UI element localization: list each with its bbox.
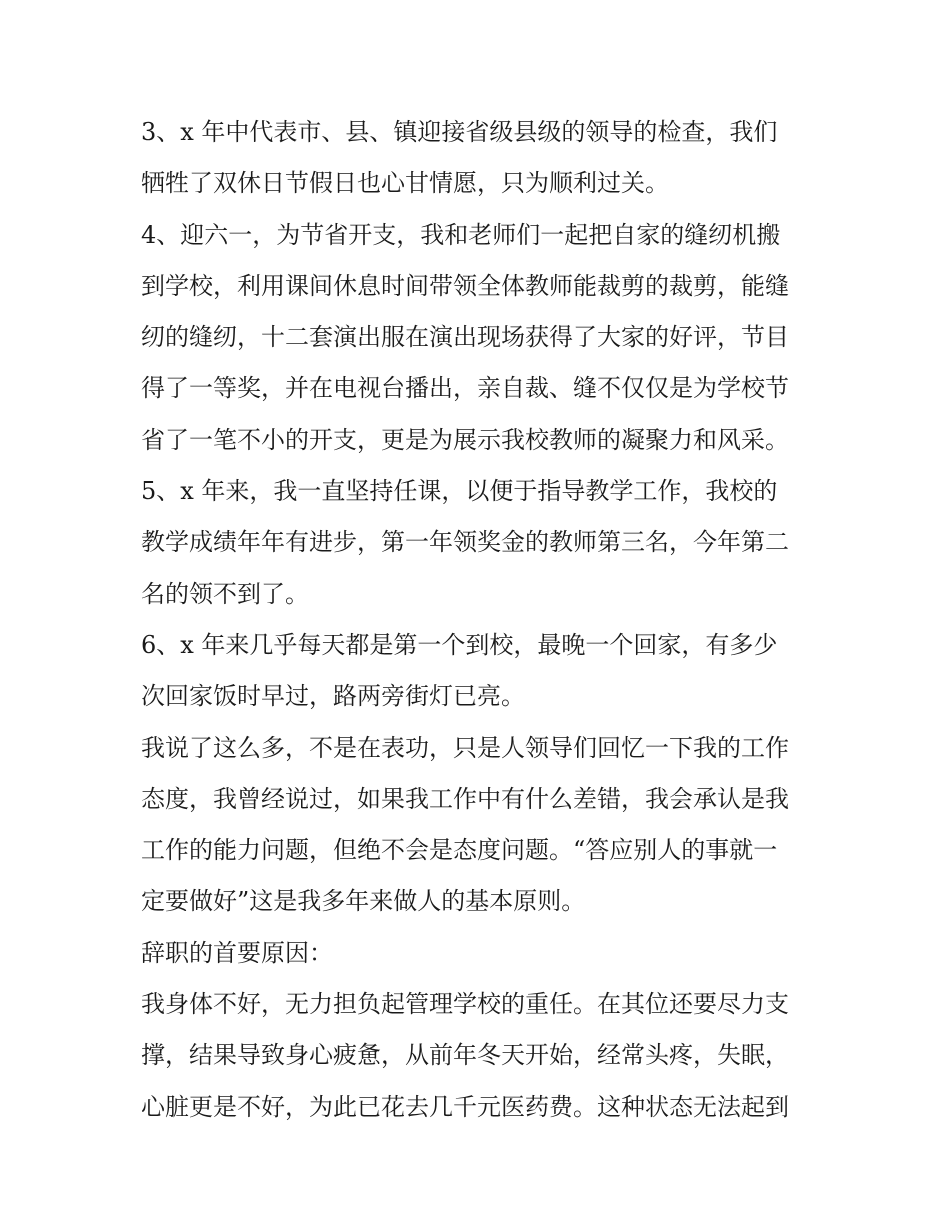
text-line: 到学校，利用课间休息时间带领全体教师能裁剪的裁剪，能缝 [141,271,789,300]
text-line: 心脏更是不好，为此已花去几千元医药费。这种状态无法起到 [141,1092,789,1121]
text-line: 纫的缝纫，十二套演出服在演出现场获得了大家的好评，节目 [141,323,789,352]
text-line: 3、x 年中代表市、县、镇迎接省级县级的领导的检查，我们 [141,118,778,146]
text-line: 工作的能力问题，但绝不会是态度问题。“答应别人的事就一 [141,836,778,865]
text-line: 态度，我曾经说过，如果我工作中有什么差错，我会承认是我 [141,784,789,813]
text-line: 5、x 年来，我一直坚持任课，以便于指导教学工作，我校的 [141,477,778,506]
text-line: 定要做好”这是我多年来做人的基本原则。 [141,887,586,916]
text-line: 撑，结果导致身心疲惫，从前年冬天开始，经常头疼，失眠， [141,1041,789,1070]
text-line: 得了一等奖，并在电视台播出，亲自裁、缝不仅仅是为学校节 [141,374,789,403]
text-line: 教学成绩年年有进步，第一年领奖金的教师第三名，今年第二 [141,528,789,557]
text-line: 牺牲了双休日节假日也心甘情愿，只为顺利过关。 [141,169,669,198]
document-body [141,107,821,1133]
text-line: 次回家饭时早过，路两旁街灯已亮。 [141,682,525,711]
text-line: 我身体不好，无力担负起管理学校的重任。在其位还要尽力支 [141,990,789,1019]
text-line: 我说了这么多，不是在表功，只是人领导们回忆一下我的工作 [141,733,789,762]
text-line: 4、迎六一，为节省开支，我和老师们一起把自家的缝纫机搬 [141,220,781,249]
text-line: 名的领不到了。 [141,579,309,608]
section-heading: 辞职的首要原因： [141,938,333,967]
text-line: 6、x 年来几乎每天都是第一个到校，最晚一个回家，有多少 [141,630,778,659]
text-line: 省了一笔不小的开支，更是为展示我校教师的凝聚力和风采。 [141,425,789,454]
